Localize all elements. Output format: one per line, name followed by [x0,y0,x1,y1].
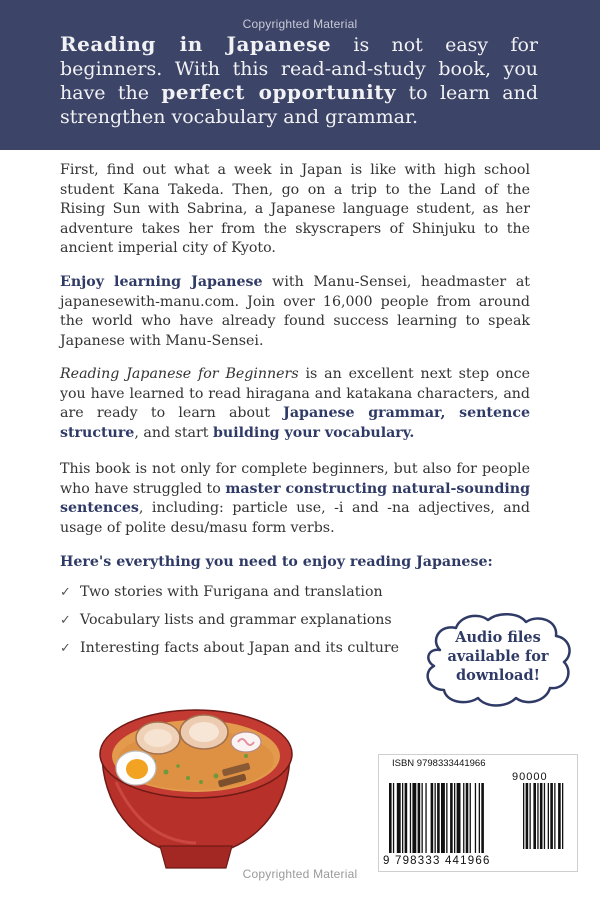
barcode-bar [479,783,480,853]
list-item [60,639,440,667]
header-text-1: is not easy for beginners. With this read-and-study book, you have the [60,34,538,104]
p3-text-2: , and start [134,424,213,441]
paragraph-manu-sensei [60,273,530,351]
isbn-label: ISBN 9798333441966 [392,758,486,769]
barcode-bar [418,783,421,853]
paragraph-audience [60,460,530,538]
barcode-bar [397,783,401,853]
barcode-bar [405,783,408,853]
audio-bubble-text [418,628,578,685]
audio-line-3: download! [456,667,540,684]
list-item [60,583,440,611]
barcode-bar [475,783,476,853]
p2-text: with Manu-Sensei, headmaster at japanesewith-manu.com. Join over 16,000 people from around the world who have already found success learning to speak Japanese with Manu-Sensei. [60,274,530,349]
barcode-bar [446,783,447,853]
header-text-2: to learn and strengthen vocabulary and grammar. [60,82,538,128]
header-blurb [60,33,538,129]
barcode-addon-bar [550,783,553,849]
audio-line-2: available for [447,648,549,665]
p3-bold-vocabulary: building your vocabulary. [213,424,415,441]
p4-text-2: , including: particle use, -i and -na adjectives, and usage of polite desu/masu form verbs. [60,500,530,536]
audio-line-1: Audio files [455,629,541,646]
list-item-label: Two stories with Furigana and translation [80,584,383,600]
p4-bold: master constructing natural-sounding sentences [60,480,531,517]
barcode-addon-bar [526,783,529,849]
barcode-bar [441,783,445,853]
barcode-addon-bar [530,783,531,849]
p3-text-1: is an excellent next step once you have learned to read hiragana and katakana characters, and are ready to learn about [60,366,530,422]
barcode-addon-bar [558,783,561,849]
barcode-addon-bar [554,783,555,849]
barcode-addon-bar [548,783,549,849]
barcode-addon-bar [537,783,538,849]
barcode-bar [457,783,461,853]
watermark-top: Copyrighted Material [242,17,358,31]
p3-book-title: Reading Japanese for Beginners [60,366,299,382]
barcode-bar [454,783,455,853]
p4-text-1: This book is not only for complete beginners, but also for people who have struggled to [60,461,530,497]
list-item-label: Vocabulary lists and grammar explanations [80,612,392,628]
barcode-bar [437,783,440,853]
features-list [60,583,440,667]
header-bold-title: Reading in Japanese [60,32,332,56]
checkmark-icon: ✓ [60,585,71,600]
p2-bold: Enjoy learning Japanese [60,274,263,290]
barcode-bar [389,783,392,853]
barcode-bar [450,783,453,853]
paragraph-story-intro: First, find out what a week in Japan is like with high school student Kana Takeda. Then, go on a trip to the Land of the Rising Sun with Sabrina, a Japanese language student, as her adventure takes her from the skyscrapers of Shinjuku to the ancient imperial city of Kyoto. [60,162,530,257]
list-item [60,611,440,639]
features-heading: Here's everything you need to enjoy reading Japanese: [60,554,493,570]
barcode-addon-bar [562,783,563,849]
barcode-addon-bar [533,783,536,849]
header-bold-opportunity: perfect opportunity [161,80,397,104]
barcode-digits: 9 798333 441966 [383,855,491,867]
checkmark-icon: ✓ [60,613,71,628]
barcode-box [378,754,578,872]
barcode-bars [387,783,571,855]
barcode-bar [422,783,423,853]
checkmark-icon: ✓ [60,641,71,656]
paragraph-next-step [60,365,530,443]
ramen-bowl-illustration [96,686,296,874]
barcode-bar [431,783,434,853]
p3-bold-grammar: Japanese grammar, sentence structure [60,405,530,441]
list-item-label: Interesting facts about Japan and its culture [80,640,400,656]
watermark-bottom: Copyrighted Material [242,867,358,881]
barcode-bar [393,783,394,853]
barcode-bar [402,783,403,853]
barcode-bar [410,783,411,853]
barcode-bar [412,783,416,853]
barcode-bar [463,783,464,853]
barcode-addon-bar [523,783,524,849]
barcode-addon: 90000 [512,771,548,783]
barcode-bar [481,783,484,853]
barcode-bar [466,783,469,853]
barcode-addon-bar [540,783,543,849]
barcode-bar [425,783,426,853]
barcode-addon-bar [544,783,545,849]
barcode-bar [435,783,436,853]
barcode-bar [470,783,471,853]
